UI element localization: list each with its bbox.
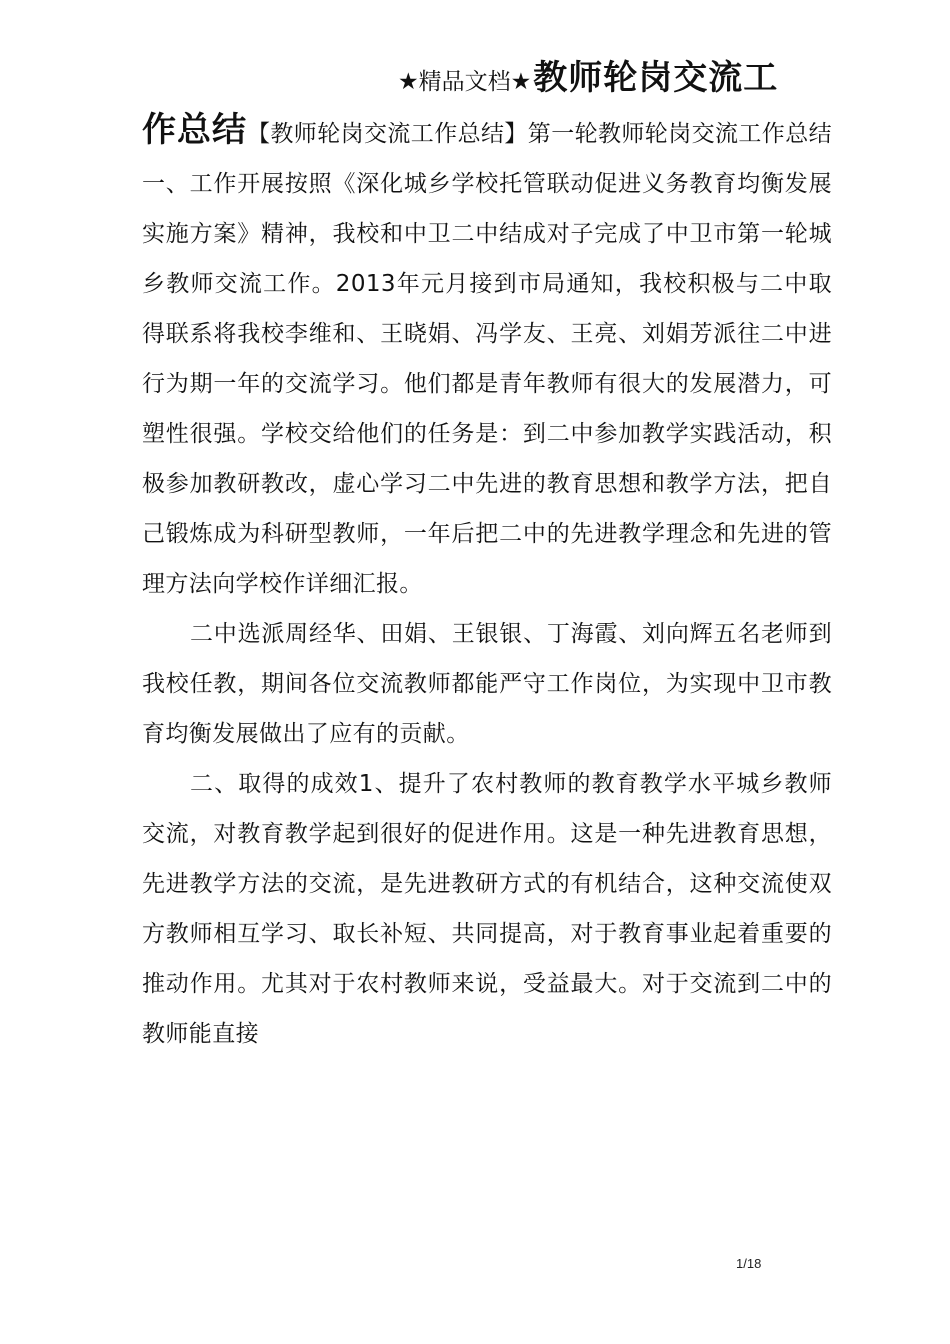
page-number: 1/18	[736, 1256, 762, 1271]
badge-label: 精品文档	[418, 69, 511, 95]
document-body	[142, 105, 832, 1059]
page-header	[398, 56, 838, 106]
document-title-part2: 作总结	[142, 110, 247, 150]
document-title-part1: 教师轮岗交流工	[533, 58, 779, 98]
paragraph-1	[142, 105, 832, 609]
paragraph-3: 二、取得的成效1、提升了农村教师的教育教学水平城乡教师交流，对教育教学起到很好的促进作用。这是一种先进教育思想，先进教学方法的交流，是先进教研方式的有机结合，这种交流使双方教师相互学习、取长补短、共同提高，对于教育事业起着重要的推动作用。尤其对于农村教师来说，受益最大。对于交流到二中的教师能直接	[142, 771, 832, 1047]
star-icon: ★	[398, 69, 419, 95]
paragraph-1-text: 【教师轮岗交流工作总结】第一轮教师轮岗交流工作总结一、工作开展按照《深化城乡学校托管联动促进义务教育均衡发展实施方案》精神，我校和中卫二中结成对子完成了中卫市第一轮城乡教师交流工作。2013年元月接到市局通知，我校积极与二中取得联系将我校李维和、王晓娟、冯学友、王亮、刘娟芳派往二中进行为期一年的交流学习。他们都是青年教师有很大的发展潜力，可塑性很强。学校交给他们的任务是：到二中参加教学实践活动，积极参加教研教改，虚心学习二中先进的教育思想和教学方法，把自己锻炼成为科研型教师，一年后把二中的先进教学理念和先进的管理方法向学校作详细汇报。	[142, 121, 832, 597]
paragraph-2: 二中选派周经华、田娟、王银银、丁海霞、刘向辉五名老师到我校任教，期间各位交流教师都能严守工作岗位，为实现中卫市教育均衡发展做出了应有的贡献。	[142, 621, 832, 747]
star-icon: ★	[510, 69, 532, 95]
